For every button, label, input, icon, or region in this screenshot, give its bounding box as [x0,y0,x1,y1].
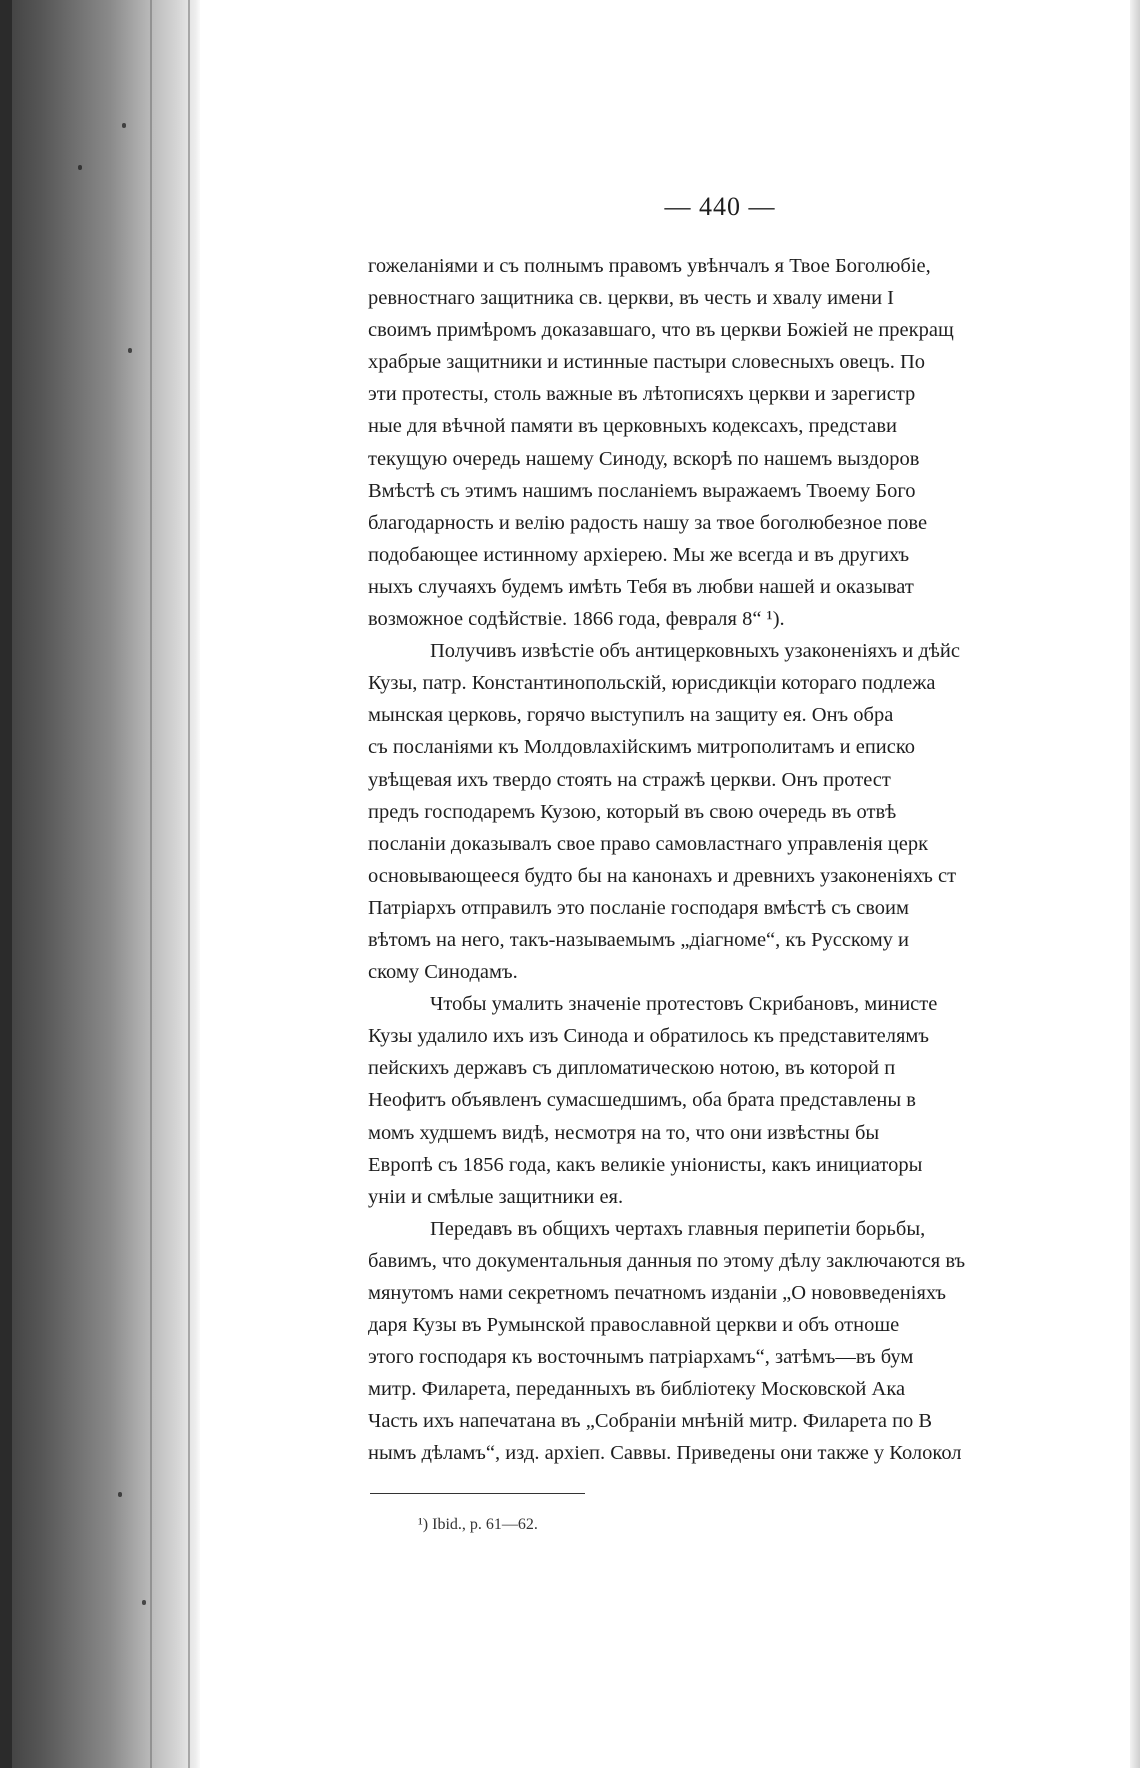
page-number: — 440 — [664,192,776,221]
text-line: митр. Филарета, переданныхъ въ библіотеку Московской Ака [368,1378,906,1401]
text-line: ные для вѣчной памяти въ церковныхъ кодексахъ, представи [368,415,898,438]
text-line: гожеланіями и съ полнымъ правомъ увѣнчалъ я Твое Боголюбіе, [368,255,931,277]
text-line: съ посланіями къ Молдовлахійскимъ митрополитамъ и еписко [368,736,916,759]
text-line: Чтобы умалить значеніе протестовъ Скрибановъ, министе [430,993,938,1016]
scan-speck [122,123,126,128]
text-line: своимъ примѣромъ доказавшаго, что въ церкви Божіей не прекращ [368,319,954,342]
text-line: Кузы удалило ихъ изъ Синода и обратилось къ представителямъ [368,1025,929,1048]
text-line: текущую очередь нашему Синоду, вскорѣ по нашемъ выздоров [368,447,920,470]
gutter-fold-line [188,0,190,1768]
scan-speck [142,1600,146,1605]
book-gutter [0,0,200,1768]
text-line: даря Кузы въ Румынской православной церкви и объ отноше [368,1314,900,1337]
text-line: Неофитъ объявленъ сумасшедшимъ, оба брата представлены в [368,1089,916,1112]
text-line: благодарность и велію радость нашу за твое боголюбезное пове [368,511,928,534]
text-line: пейскихъ державъ съ дипломатическою нотою, въ которой п [368,1057,896,1080]
scan-speck [128,348,132,353]
text-line: Передавъ въ общихъ чертахъ главныя перипетіи борьбы, [430,1217,926,1240]
scan-speck [118,1492,122,1497]
page-body-text [368,250,1140,1470]
text-line: подобающее истинному архіерею. Мы же всегда и въ другихъ [368,543,910,566]
text-line: основывающееся будто бы на канонахъ и древнихъ узаконеніяхъ ст [368,864,957,887]
gutter-fold-line [150,0,152,1768]
text-line: ныхъ случаяхъ будемъ имѣть Тебя въ любви нашей и оказыват [368,575,914,598]
text-line: эти протесты, столь важные въ лѣтописяхъ церкви и зарегистр [368,383,916,406]
text-line: этого господаря къ восточнымъ патріархамъ“, затѣмъ—въ бум [368,1346,914,1369]
scan-speck [78,165,82,170]
gutter-edge [0,0,12,1768]
text-line: Вмѣстѣ съ этимъ нашимъ посланіемъ выражаемъ Твоему Бого [368,479,916,502]
text-line: вѣтомъ на него, такъ-называемымъ „діагноме“, къ Русскому и [368,928,910,951]
footnote: ¹) Ibid., p. 61—62. [418,1516,538,1533]
text-line: мынская церковь, горячо выступилъ на защиту ея. Онъ обра [368,704,894,727]
text-line: возможное содѣйствіе. 1866 года, февраля 8“ ¹). [368,608,785,631]
text-line: Европѣ съ 1856 года, какъ великіе уніонисты, какъ инициаторы [368,1153,923,1176]
text-line: Патріархъ отправилъ это посланіе господаря вмѣстѣ съ своим [368,896,909,919]
text-line: предъ господаремъ Кузою, который въ свою очередь въ отвѣ [368,800,897,823]
footnote-rule [370,1493,585,1494]
text-line: ревностнаго защитника св. церкви, въ честь и хвалу имени I [368,287,895,310]
text-line: уніи и смѣлые защитники ея. [368,1185,624,1208]
text-line: посланіи доказывалъ свое право самовластнаго управленія церк [368,832,929,855]
text-line: скому Синодамъ. [368,961,518,984]
text-line: Кузы, патр. Константинопольскій, юрисдикціи котораго подлежа [368,672,936,695]
text-line: бавимъ, что документальныя данныя по этому дѣлу заключаются въ [368,1249,966,1272]
text-line: нымъ дѣламъ“, изд. архіеп. Саввы. Приведены они также у Колокол [368,1442,962,1465]
text-line: увѣщевая ихъ твердо стоять на стражѣ церкви. Онъ протест [368,768,891,791]
book-page [200,0,1130,1768]
text-line: Получивъ извѣстіе объ антицерковныхъ узаконеніяхъ и дѣйс [430,640,960,663]
text-line: Часть ихъ напечатана въ „Собраніи мнѣній митр. Филарета по В [368,1410,933,1433]
text-line: мянутомъ нами секретномъ печатномъ изданіи „О нововведеніяхъ [368,1282,946,1304]
text-line: храбрые защитники и истинные пастыри словесныхъ овецъ. По [368,351,926,374]
text-line: момъ худшемъ видѣ, несмотря на то, что они извѣстны бы [368,1121,880,1144]
